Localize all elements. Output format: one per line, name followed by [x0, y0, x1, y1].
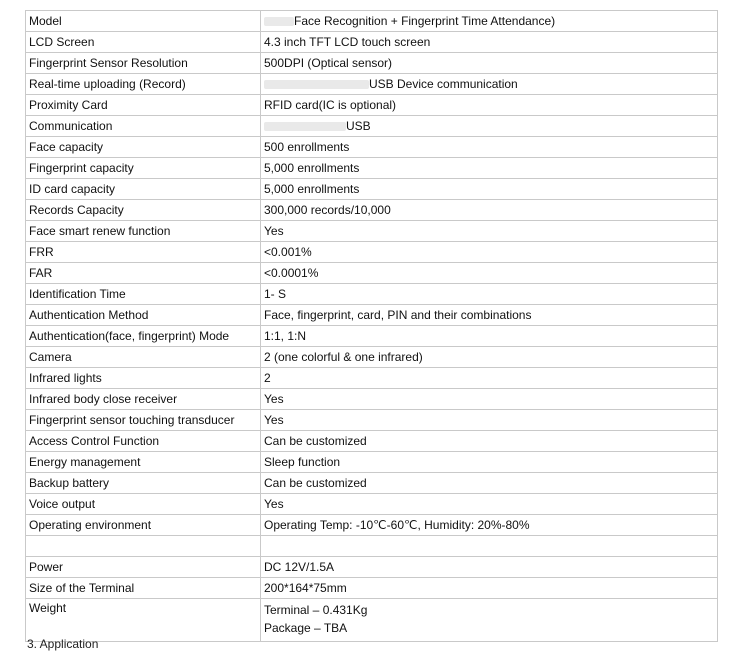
spec-label: Size of the Terminal: [26, 578, 261, 599]
spec-label: FRR: [26, 242, 261, 263]
redacted-text: [264, 80, 369, 89]
spec-value: <0.0001%: [261, 263, 718, 284]
table-row: [26, 389, 718, 410]
table-row: [26, 179, 718, 200]
table-row: [26, 473, 718, 494]
spec-value: [261, 536, 718, 557]
table-row: [26, 200, 718, 221]
spec-label-weight: Weight: [26, 599, 261, 642]
spec-table-body: [26, 11, 718, 642]
table-row: [26, 137, 718, 158]
table-row: [26, 263, 718, 284]
table-row: [26, 242, 718, 263]
spec-value: 200*164*75mm: [261, 578, 718, 599]
table-row: [26, 53, 718, 74]
table-row: [26, 32, 718, 53]
spec-label: Fingerprint capacity: [26, 158, 261, 179]
spec-value: [261, 11, 718, 32]
table-row: [26, 11, 718, 32]
spec-value: 500 enrollments: [261, 137, 718, 158]
table-row: [26, 494, 718, 515]
spec-label: Power: [26, 557, 261, 578]
weight-package: Package – TBA: [264, 621, 348, 635]
spec-value: Sleep function: [261, 452, 718, 473]
spec-label: Records Capacity: [26, 200, 261, 221]
spec-value-weight: [261, 599, 718, 642]
spec-value: Can be customized: [261, 473, 718, 494]
spec-label: [26, 536, 261, 557]
table-row: [26, 158, 718, 179]
redacted-text: [264, 17, 294, 26]
table-row: [26, 515, 718, 536]
table-row: [26, 305, 718, 326]
spec-value: 1:1, 1:N: [261, 326, 718, 347]
spec-value: 2 (one colorful & one infrared): [261, 347, 718, 368]
spec-value: Can be customized: [261, 431, 718, 452]
spec-value-text: Face Recognition + Fingerprint Time Attendance): [294, 14, 556, 28]
table-row: [26, 284, 718, 305]
table-row: [26, 221, 718, 242]
weight-terminal: Terminal – 0.431Kg: [264, 603, 368, 617]
table-row: [26, 368, 718, 389]
spec-value: 300,000 records/10,000: [261, 200, 718, 221]
spec-label: Real-time uploading (Record): [26, 74, 261, 95]
spec-value: RFID card(IC is optional): [261, 95, 718, 116]
spec-value: Yes: [261, 221, 718, 242]
spec-value: Operating Temp: -10℃-60℃, Humidity: 20%-80%: [261, 515, 718, 536]
spec-label: Infrared lights: [26, 368, 261, 389]
spec-value-text: USB Device communication: [369, 77, 518, 91]
spec-label: LCD Screen: [26, 32, 261, 53]
spec-value: Yes: [261, 389, 718, 410]
spec-value: DC 12V/1.5A: [261, 557, 718, 578]
spec-label: Authentication(face, fingerprint) Mode: [26, 326, 261, 347]
spec-label: Energy management: [26, 452, 261, 473]
spec-label: Fingerprint sensor touching transducer: [26, 410, 261, 431]
table-row-weight: [26, 599, 718, 642]
spec-value: 1- S: [261, 284, 718, 305]
spec-value: 5,000 enrollments: [261, 158, 718, 179]
spec-label: Voice output: [26, 494, 261, 515]
spec-label: Proximity Card: [26, 95, 261, 116]
table-row: [26, 578, 718, 599]
spec-label: Camera: [26, 347, 261, 368]
spec-label: Communication: [26, 116, 261, 137]
table-row: [26, 431, 718, 452]
table-row: [26, 452, 718, 473]
spec-label: Infrared body close receiver: [26, 389, 261, 410]
spec-label: Face capacity: [26, 137, 261, 158]
table-row: [26, 95, 718, 116]
spec-label: Identification Time: [26, 284, 261, 305]
spec-table: [25, 10, 718, 642]
spec-label: Model: [26, 11, 261, 32]
spec-value: 500DPI (Optical sensor): [261, 53, 718, 74]
spec-value: 2: [261, 368, 718, 389]
spec-label: Operating environment: [26, 515, 261, 536]
spec-label: FAR: [26, 263, 261, 284]
spec-label: Fingerprint Sensor Resolution: [26, 53, 261, 74]
section-heading-application: 3. Application: [27, 637, 99, 651]
spec-label: Access Control Function: [26, 431, 261, 452]
table-row: [26, 557, 718, 578]
spec-value: <0.001%: [261, 242, 718, 263]
table-row: [26, 116, 718, 137]
table-row: [26, 347, 718, 368]
spec-value: [261, 116, 718, 137]
spec-label: Authentication Method: [26, 305, 261, 326]
spec-value: 5,000 enrollments: [261, 179, 718, 200]
table-row: [26, 536, 718, 557]
table-row: [26, 326, 718, 347]
table-row: [26, 410, 718, 431]
spec-label: ID card capacity: [26, 179, 261, 200]
table-row: [26, 74, 718, 95]
spec-label: Backup battery: [26, 473, 261, 494]
spec-value-text: USB: [346, 119, 371, 133]
spec-label: Face smart renew function: [26, 221, 261, 242]
spec-value: Yes: [261, 410, 718, 431]
spec-value: Yes: [261, 494, 718, 515]
spec-value: Face, fingerprint, card, PIN and their combinations: [261, 305, 718, 326]
redacted-text: [264, 122, 346, 131]
spec-value: [261, 74, 718, 95]
spec-value: 4.3 inch TFT LCD touch screen: [261, 32, 718, 53]
